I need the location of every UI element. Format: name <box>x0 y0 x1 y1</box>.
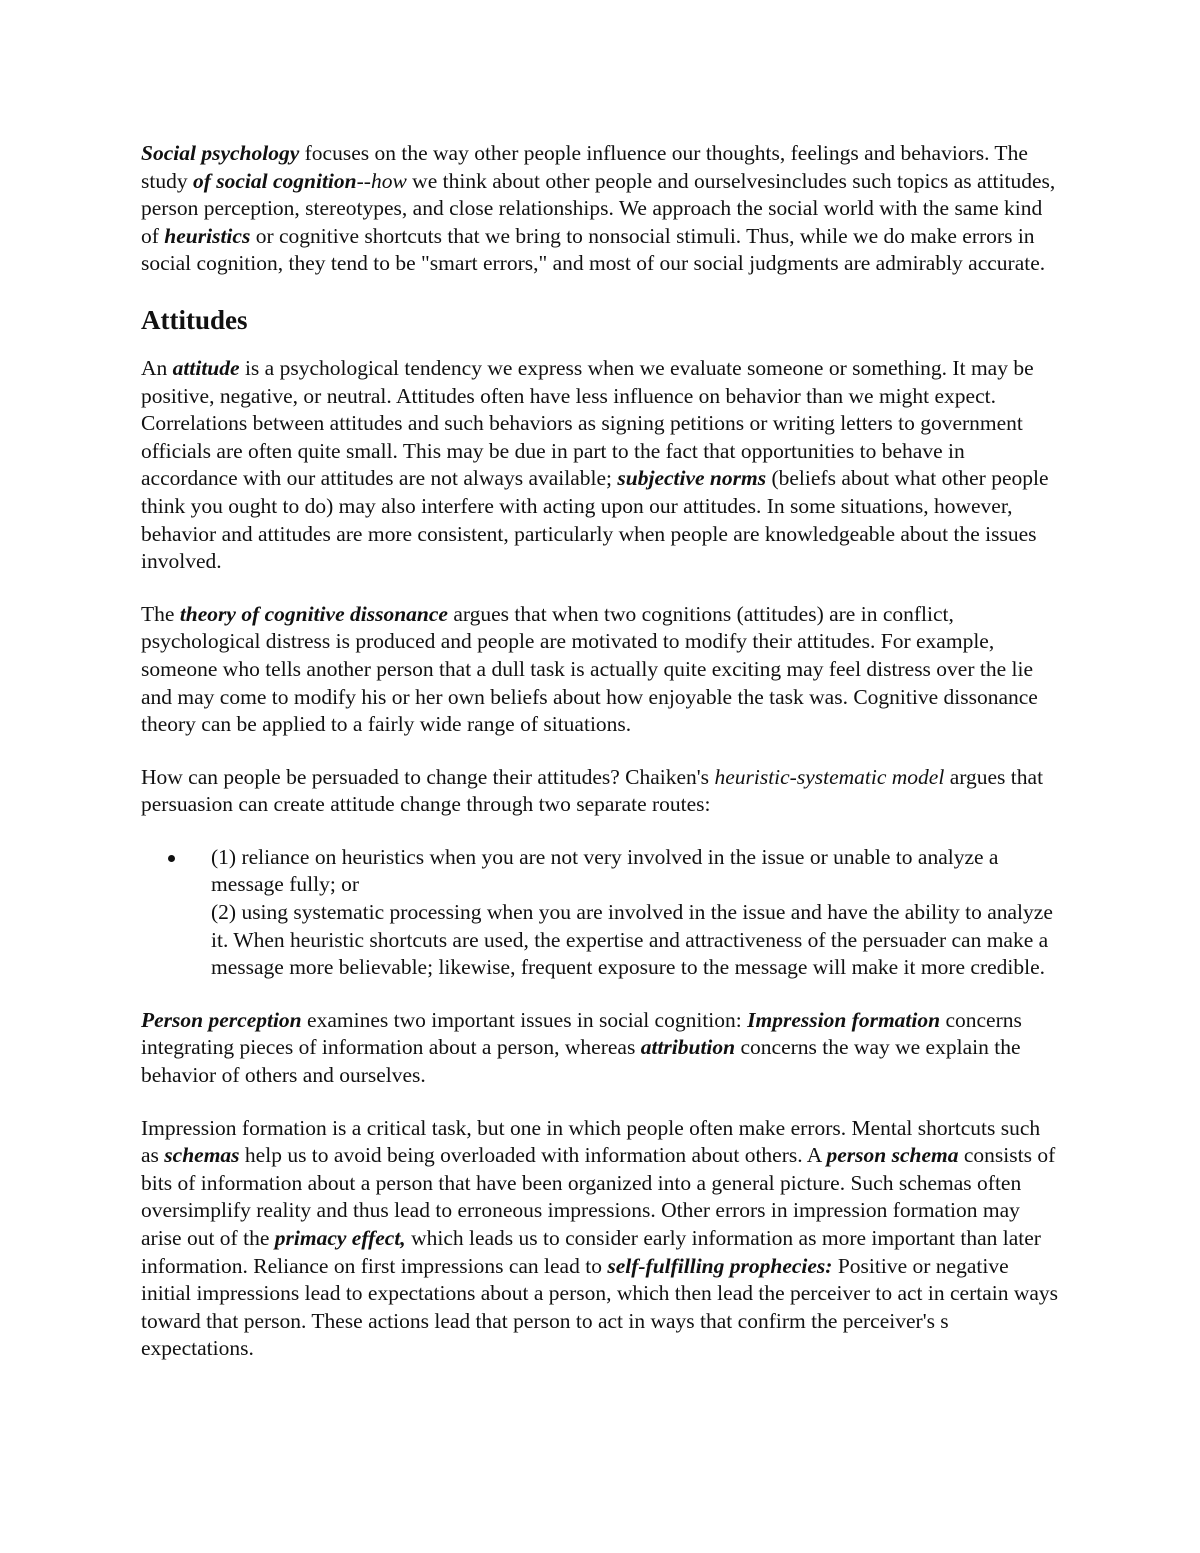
term-person-schema: person schema <box>826 1143 959 1168</box>
impression-text-2: consists of bits of information about a person that have been organized into a general picture. Such schemas often oversimplify reality and thus lead to erroneous impressions. Other errors in impression formation may arise out of the <box>141 1143 1056 1250</box>
term-subjective-norms: subjective norms <box>617 466 767 491</box>
term-self-fulfilling-prophecies: self-fulfilling prophecies: <box>607 1253 833 1278</box>
term-schemas: schemas <box>164 1143 240 1168</box>
document-page <box>141 140 1061 1388</box>
persuasion-text-0: How can people be persuaded to change their attitudes? Chaiken's <box>141 764 715 789</box>
impression-text-3: which leads us to consider early information as more important than later information. Reliance on first impressions can lead to <box>141 1226 1041 1278</box>
intro-paragraph <box>141 140 1061 278</box>
person-text-3: concerns the way we explain the behavior of others and ourselves. <box>141 1035 1021 1088</box>
list-item <box>141 844 1061 982</box>
bullet-icon <box>168 855 175 862</box>
persuasion-paragraph <box>141 764 1061 819</box>
attitude-text-2: (beliefs about what other people think you ought to do) may also interfere with acting upon our attitudes. In some situations, however, behavior and attitudes are more consistent, particularly when people are knowledgeable about the issues involved. <box>141 466 1049 574</box>
intro-how: --how <box>356 168 407 193</box>
persuasion-text-1: argues that persuasion can create attitude change through two separate routes: <box>141 764 1044 817</box>
route-2-text: (2) using systematic processing when you are involved in the issue and have the ability to analyze it. When heuristic shortcuts are used, the expertise and attractiveness of the persuader can make a message more believable; likewise, frequent exposure to the message will make it more credible. <box>211 900 1053 980</box>
term-primacy-effect: primacy effect, <box>274 1226 406 1250</box>
dissonance-text-0: The <box>141 601 180 626</box>
impression-paragraph <box>141 1115 1061 1363</box>
impression-text-0: Impression formation is a critical task, but one in which people often make errors. Mental shortcuts such as <box>141 1115 1041 1168</box>
person-perception-paragraph <box>141 1007 1061 1090</box>
attitude-paragraph <box>141 355 1061 576</box>
term-heuristic-systematic-model: heuristic-systematic model <box>714 764 945 789</box>
intro-text-1: focuses on the way other people influence our thoughts, feelings and behaviors. The study <box>141 141 1028 193</box>
person-text-2: concerns integrating pieces of information about a person, whereas <box>141 1007 1022 1060</box>
term-attribution: attribution <box>640 1035 736 1060</box>
intro-text-3: or cognitive shortcuts that we bring to nonsocial stimuli. Thus, while we do make errors in social cognition, they tend to be "smart errors," and most of our social judgments are admirably accurate. <box>141 223 1046 276</box>
attitudes-heading: Attitudes <box>141 304 248 335</box>
attitude-text-0: An <box>141 355 173 380</box>
term-impression-formation: Impression formation <box>747 1007 941 1032</box>
route-1-text: (1) reliance on heuristics when you are not very involved in the issue or unable to analyze a message fully; or <box>211 844 999 897</box>
term-heuristics: heuristics <box>164 223 251 248</box>
impression-text-4: Positive or negative initial impressions lead to expectations about a person, which then lead the perceiver to act in certain ways toward that person. These actions lead that person to act in ways that confirm the perceiver's s expectations. <box>141 1253 1059 1361</box>
intro-text-2: we think about other people and ourselvesincludes such topics as attitudes, person perception, stereotypes, and close relationships. We approach the social world with the same kind of <box>141 168 1056 248</box>
person-text-1: examines two important issues in social cognition: <box>301 1007 748 1032</box>
term-social-psychology: Social psychology <box>141 141 300 165</box>
dissonance-text-1: argues that when two cognitions (attitudes) are in conflict, psychological distress is produced and people are motivated to modify their attitudes. For example, someone who tells another person that a dull task is actually quite exciting may feel distress over the lie and may come to modify his or her own beliefs about how enjoyable the task was. Cognitive dissonance theory can be applied to a fairly wide range of situations. <box>141 601 1038 737</box>
impression-text-1: help us to avoid being overloaded with information about others. A <box>239 1143 827 1168</box>
dissonance-paragraph <box>141 601 1061 739</box>
term-attitude: attitude <box>172 355 240 380</box>
routes-list <box>141 844 1061 982</box>
term-cognitive-dissonance: theory of cognitive dissonance <box>179 601 448 626</box>
term-social-cognition: of social cognition <box>192 168 357 193</box>
attitude-text-1: is a psychological tendency we express when we evaluate someone or something. It may be positive, negative, or neutral. Attitudes often have less influence on behavior than we might expect. Correlations between attitudes and such behaviors as signing petitions or writing letters to government officials are often quite small. This may be due in part to the fact that opportunities to behave in accordance with our attitudes are not always available; <box>141 355 1034 491</box>
term-person-perception: Person perception <box>141 1007 302 1032</box>
